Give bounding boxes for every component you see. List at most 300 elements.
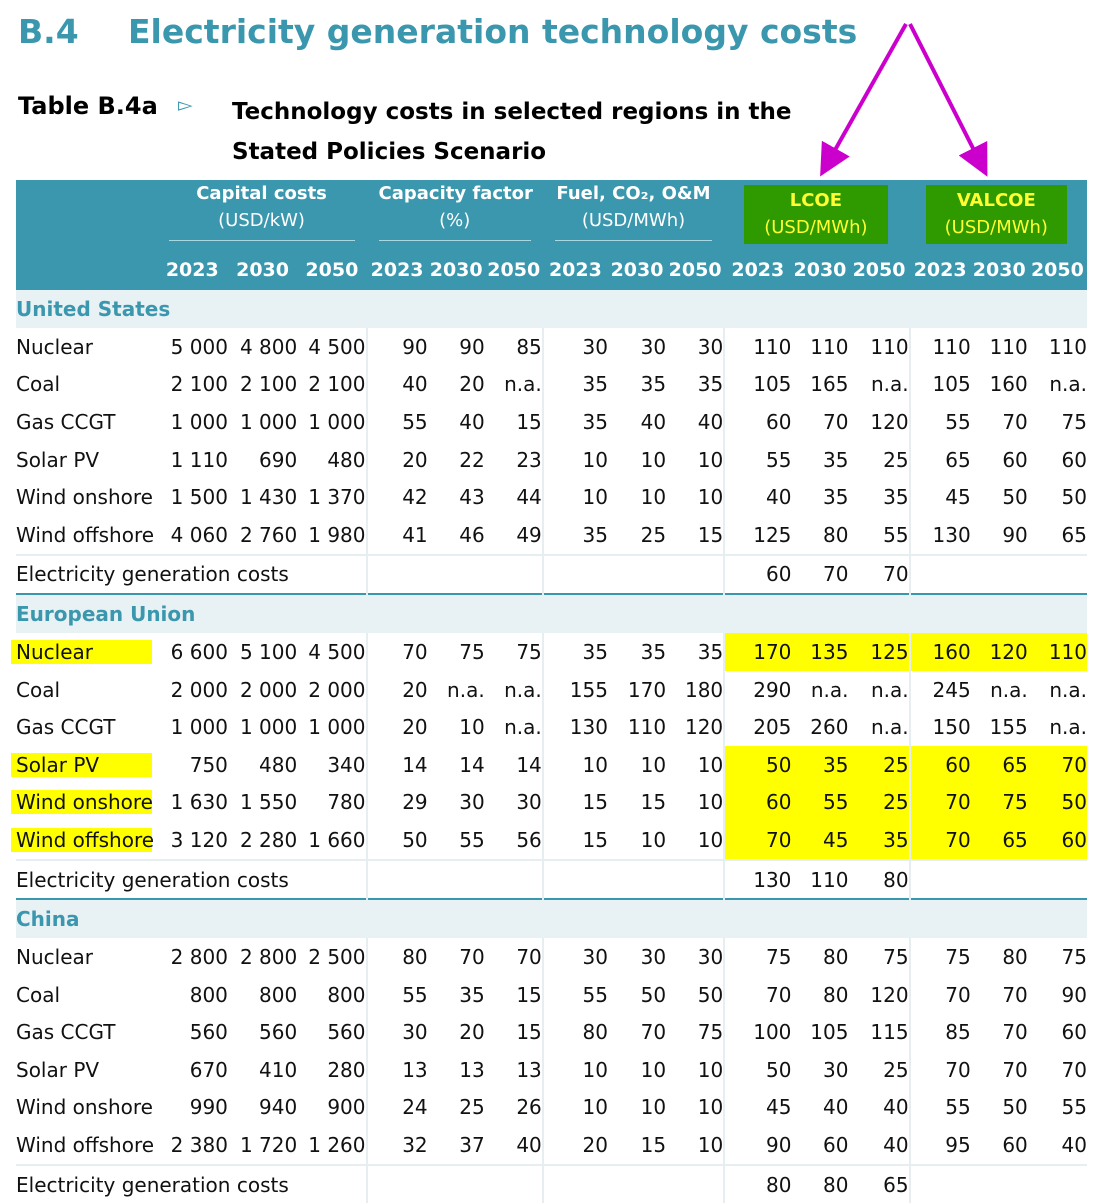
region-header-row [16,290,1087,328]
cell-cf: 13 [459,1057,485,1082]
cell-fuel: 10 [697,752,724,777]
table-title-line1: Technology costs in selected regions in the [232,99,792,125]
cell-fuel: 180 [684,677,724,702]
table-row [16,1126,1087,1165]
group-name: Capacity factor [378,183,533,204]
cell-lcoe: 35 [823,447,849,472]
cell-fuel: 50 [697,982,724,1007]
cell-capital: 1 000 [170,715,228,740]
cell-fuel: 170 [627,677,667,702]
cell-lcoe: 50 [724,1051,791,1089]
cell-cf: 90 [459,334,485,359]
cell-valcoe: 65 [910,441,971,479]
technology-label: Nuclear [16,945,93,970]
technology-label: Coal [16,372,61,397]
cell-lcoe: 290 [724,671,791,709]
cell-lcoe: 40 [883,1095,909,1120]
cell-capital: 1 500 [170,485,228,510]
cell-fuel: 30 [697,945,724,970]
cell-valcoe: n.a. [1049,677,1087,702]
header-corner [16,250,157,290]
cell-lcoe: n.a. [870,677,909,702]
cell-lcoe: 125 [848,633,909,671]
totals-row [16,860,1087,900]
cell-cf: 14 [516,752,542,777]
cell-capital: 800 [259,982,298,1007]
cell-valcoe: 70 [910,976,971,1014]
cell-lcoe: 110 [724,328,791,366]
group-name: Capital costs [196,183,327,204]
cell-cf: 15 [516,982,542,1007]
cell-fuel: 155 [543,671,608,709]
cell-fuel: 35 [697,372,724,397]
cell-valcoe: 160 [910,633,971,671]
cell-valcoe: 65 [971,821,1028,860]
cell-cf: 20 [459,372,485,397]
cell-valcoe: 60 [1002,447,1028,472]
cell-cf: 20 [367,708,428,746]
cell-fuel: 70 [640,1020,667,1045]
cell-lcoe: 100 [724,1014,791,1052]
technology-label: Solar PV [16,447,100,472]
totals-row [16,555,1087,595]
table-row [16,516,1087,555]
table-row [16,478,1087,516]
table-label: Table B.4a [18,92,158,120]
cell-lcoe: 55 [791,784,848,822]
highlighted-label: Nuclear [11,640,152,664]
year-header: 2050 [297,250,366,290]
cell-cf: 56 [516,827,542,852]
cell-lcoe: 35 [791,746,848,784]
cell-fuel: 80 [543,1014,608,1052]
cell-valcoe: 90 [1002,522,1028,547]
cell-capital: 1 980 [308,522,366,547]
empty-cell [910,1165,1087,1203]
group-header-capital [157,180,367,250]
table-row [16,671,1087,709]
cell-total-lcoe: 80 [848,860,909,900]
cell-capital: 750 [189,752,228,777]
cell-valcoe: 60 [1028,821,1087,860]
cell-total-lcoe: 80 [791,1165,848,1203]
group-name: VALCOE [956,190,1036,211]
cell-total-lcoe: 80 [724,1165,791,1203]
cell-valcoe: 160 [989,372,1028,397]
cell-cf: 24 [367,1089,428,1127]
cell-capital: 1 000 [239,409,298,434]
cell-cf: n.a. [504,715,542,740]
cell-fuel: 40 [640,409,667,434]
cell-lcoe: 35 [823,485,849,510]
cell-valcoe: 75 [1061,409,1087,434]
cell-fuel: 30 [640,945,667,970]
group-name: Fuel, CO₂, O&M [556,183,711,204]
cell-fuel: 10 [543,1089,608,1127]
cell-fuel: 10 [697,790,724,815]
empty-cell [367,555,543,595]
year-header: 2023 [724,250,791,290]
cell-fuel: 30 [640,334,667,359]
cell-capital: 1 630 [170,790,228,815]
cell-fuel: 35 [543,633,608,671]
cell-cf: 42 [367,478,428,516]
cell-cf: 26 [516,1095,542,1120]
cell-valcoe: 50 [1002,1095,1028,1120]
cell-cf: 40 [459,409,485,434]
triangle-right-icon: ▻ [178,94,193,116]
cell-valcoe: 45 [910,478,971,516]
table-row [16,366,1087,404]
cell-lcoe: 35 [848,821,909,860]
cell-cf: 14 [367,746,428,784]
technology-label [16,633,157,671]
year-header: 2030 [228,250,297,290]
cell-cf: 40 [516,1133,542,1158]
cell-capital: 1 550 [239,790,298,815]
cell-capital: 940 [259,1095,298,1120]
cell-lcoe: 25 [883,1057,909,1082]
region-name: China [16,899,1087,938]
section-number: B.4 [18,12,79,51]
cell-valcoe: 60 [910,746,971,784]
cell-lcoe: 205 [724,708,791,746]
cell-fuel: 10 [640,1095,667,1120]
cell-capital: 800 [327,982,366,1007]
technology-label: Nuclear [16,334,93,359]
cell-cf: 46 [459,522,485,547]
totals-label: Electricity generation costs [16,860,367,900]
cell-cf: 80 [367,938,428,976]
cell-lcoe: 70 [823,409,849,434]
arrow-to-valcoe-icon [910,24,982,166]
cell-valcoe: 120 [971,633,1028,671]
cell-cf: 90 [367,328,428,366]
cell-cf: 85 [516,334,542,359]
region-header-row [16,594,1087,633]
cell-capital: 990 [189,1095,228,1120]
cell-lcoe: 60 [724,784,791,822]
cell-valcoe: 70 [1002,1020,1028,1045]
cell-valcoe: 110 [989,334,1028,359]
cell-lcoe: 115 [870,1020,909,1045]
section-title: Electricity generation technology costs [128,12,858,51]
cell-lcoe: 50 [724,746,791,784]
cell-fuel: 10 [640,752,667,777]
cell-valcoe: n.a. [990,677,1028,702]
cell-lcoe: 25 [883,447,909,472]
arrow-to-lcoe-icon [826,24,906,166]
header-corner [16,180,157,250]
cell-fuel: 35 [697,639,724,664]
cell-valcoe: 70 [1002,1057,1028,1082]
cell-valcoe: 65 [1061,522,1087,547]
cell-lcoe: 45 [724,1089,791,1127]
cell-capital: 670 [189,1057,228,1082]
cell-fuel: 75 [697,1020,724,1045]
cell-cf: 44 [516,485,542,510]
cell-lcoe: 55 [724,441,791,479]
cell-capital: 1 370 [308,485,366,510]
cell-fuel: 35 [640,639,667,664]
cell-capital: 560 [189,1020,228,1045]
cell-valcoe: 95 [910,1126,971,1165]
cell-capital: 2 280 [239,827,298,852]
cell-fuel: 30 [543,328,608,366]
cell-fuel: 10 [697,827,724,852]
cell-total-lcoe: 70 [848,555,909,595]
year-header: 2023 [543,250,608,290]
cell-fuel: 120 [684,715,724,740]
cell-fuel: 10 [697,1057,724,1082]
cell-cf: 70 [367,633,428,671]
cell-valcoe: 55 [1061,1095,1087,1120]
cell-capital: 4 500 [308,639,366,664]
cell-valcoe: 70 [1028,746,1087,784]
cell-capital: 900 [327,1095,366,1120]
cell-cf: 25 [459,1095,485,1120]
empty-cell [543,860,724,900]
empty-cell [367,1165,543,1203]
cell-cf: 10 [459,715,485,740]
cell-lcoe: 70 [724,821,791,860]
totals-label: Electricity generation costs [16,1165,367,1203]
cell-valcoe: 50 [1002,485,1028,510]
cell-valcoe: 245 [910,671,971,709]
technology-label: Coal [16,677,61,702]
cell-lcoe: 80 [823,522,849,547]
table-row [16,1089,1087,1127]
group-unit: (USD/MWh) [944,217,1048,238]
highlighted-label: Solar PV [11,753,152,777]
cell-capital: 2 000 [239,677,298,702]
technology-costs-table [16,180,1087,1203]
cell-fuel: 35 [543,516,608,555]
cell-valcoe: 50 [1028,784,1087,822]
cell-lcoe: 120 [870,409,909,434]
cell-valcoe: 50 [1061,485,1087,510]
table-row [16,708,1087,746]
group-unit: (USD/kW) [218,210,305,231]
year-header: 2050 [666,250,724,290]
cell-lcoe: 25 [848,784,909,822]
empty-cell [910,555,1087,595]
cell-valcoe: 60 [1061,447,1087,472]
cell-capital: 1 720 [239,1133,298,1158]
cell-valcoe: 130 [910,516,971,555]
cell-valcoe: 75 [910,938,971,976]
cell-capital: 800 [189,982,228,1007]
highlighted-label: Wind offshore [11,828,152,852]
cell-fuel: 10 [640,827,667,852]
cell-lcoe: 80 [823,982,849,1007]
cell-valcoe: 80 [1002,945,1028,970]
cell-valcoe: 105 [910,366,971,404]
table-row [16,746,1087,784]
cell-capital: 2 100 [308,372,366,397]
group-header-capacity-factor [367,180,543,250]
cell-capital: 780 [327,790,366,815]
header-groups-row [16,180,1087,250]
cell-lcoe: 75 [724,938,791,976]
group-header-valcoe [910,180,1087,250]
cell-capital: 4 500 [308,334,366,359]
cell-fuel: 35 [543,366,608,404]
cell-capital: 2 800 [239,945,298,970]
cell-lcoe: 170 [724,633,791,671]
year-header: 2050 [1028,250,1087,290]
technology-label: Coal [16,982,61,1007]
cell-capital: 2 500 [308,945,366,970]
cell-lcoe: 165 [810,372,849,397]
cell-valcoe: 70 [910,821,971,860]
cell-valcoe: 155 [989,715,1028,740]
cell-valcoe: 110 [1028,633,1087,671]
cell-capital: 560 [259,1020,298,1045]
totals-label: Electricity generation costs [16,555,367,595]
cell-total-lcoe: 65 [848,1165,909,1203]
cell-capital: 280 [327,1057,366,1082]
region-name: European Union [16,594,1087,633]
cell-fuel: 15 [543,821,608,860]
cell-capital: 410 [259,1057,298,1082]
cell-capital: 480 [327,447,366,472]
header-years-row [16,250,1087,290]
cell-lcoe: n.a. [870,715,909,740]
cell-cf: 30 [367,1014,428,1052]
cell-capital: 2 800 [170,945,228,970]
cell-lcoe: 125 [724,516,791,555]
cell-cf: 75 [459,639,485,664]
cell-fuel: 40 [697,409,724,434]
cell-valcoe: 90 [1061,982,1087,1007]
cell-lcoe: 60 [724,403,791,441]
cell-fuel: 55 [543,976,608,1014]
group-name: LCOE [789,190,843,211]
empty-cell [910,860,1087,900]
table-row [16,821,1087,860]
technology-label: Gas CCGT [16,715,116,740]
cell-fuel: 15 [543,784,608,822]
cell-valcoe: 70 [910,1051,971,1089]
cell-fuel: 10 [697,1133,724,1158]
cell-lcoe: 120 [870,982,909,1007]
technology-label: Wind offshore [16,1133,155,1158]
cell-cf: 70 [516,945,542,970]
cell-capital: 560 [327,1020,366,1045]
cell-cf: n.a. [504,372,542,397]
cell-fuel: 10 [543,1051,608,1089]
cell-capital: 1 000 [308,715,366,740]
cell-total-lcoe: 60 [724,555,791,595]
cell-lcoe: 260 [810,715,849,740]
cell-fuel: 35 [640,372,667,397]
cell-fuel: 15 [640,790,667,815]
cell-lcoe: 70 [724,976,791,1014]
table-row [16,1014,1087,1052]
cell-cf: 32 [367,1126,428,1165]
year-header: 2050 [848,250,909,290]
cell-lcoe: 40 [823,1095,849,1120]
cell-cf: 30 [516,790,542,815]
cell-fuel: 30 [697,334,724,359]
technology-label: Solar PV [16,1057,100,1082]
cell-valcoe: 70 [1002,409,1028,434]
cell-lcoe: 80 [823,945,849,970]
group-unit: (USD/MWh) [581,210,686,231]
cell-fuel: 30 [543,938,608,976]
region-header-row [16,899,1087,938]
cell-cf: 15 [516,1020,542,1045]
cell-capital: 2 760 [239,522,298,547]
cell-valcoe: 60 [1002,1133,1028,1158]
cell-valcoe: 110 [1048,334,1087,359]
cell-capital: 1 000 [170,409,228,434]
annotation-arrows [0,0,1109,190]
technology-label [16,746,157,784]
region-name: United States [16,290,1087,328]
cell-cf: 70 [459,945,485,970]
cell-fuel: 10 [543,478,608,516]
year-header: 2030 [791,250,848,290]
cell-capital: 5 100 [239,639,298,664]
cell-fuel: 50 [640,982,667,1007]
cell-fuel: 10 [543,441,608,479]
cell-capital: 1 110 [170,447,228,472]
technology-label [16,784,157,822]
cell-capital: 690 [259,447,298,472]
technology-label: Gas CCGT [16,409,116,434]
table-row [16,403,1087,441]
table-row [16,441,1087,479]
cell-fuel: 130 [543,708,608,746]
cell-cf: 22 [459,447,485,472]
cell-cf: 30 [459,790,485,815]
empty-cell [543,555,724,595]
cell-cf: 20 [459,1020,485,1045]
cell-fuel: 10 [697,1095,724,1120]
cell-lcoe: 55 [883,522,909,547]
cell-lcoe: n.a. [810,677,849,702]
cell-valcoe: 65 [971,746,1028,784]
cell-fuel: 110 [627,715,667,740]
cell-cf: 75 [516,639,542,664]
cell-valcoe: n.a. [1049,715,1087,740]
cell-cf: 20 [367,671,428,709]
cell-capital: 4 800 [239,334,298,359]
cell-valcoe: 110 [910,328,971,366]
year-header: 2030 [428,250,485,290]
cell-valcoe: 70 [1061,1057,1087,1082]
cell-cf: 35 [459,982,485,1007]
cell-capital: 1 260 [308,1133,366,1158]
cell-cf: 50 [367,821,428,860]
cell-capital: 5 000 [170,334,228,359]
cell-cf: 13 [367,1051,428,1089]
cell-fuel: 10 [697,485,724,510]
cell-valcoe: 55 [910,1089,971,1127]
cell-lcoe: 40 [724,478,791,516]
cell-capital: 2 380 [170,1133,228,1158]
cell-lcoe: 45 [791,821,848,860]
table-title-line2: Stated Policies Scenario [232,139,547,165]
cell-cf: 23 [516,447,542,472]
cell-fuel: 10 [697,447,724,472]
cell-capital: 2 000 [308,677,366,702]
technology-label: Wind offshore [16,522,155,547]
table-row [16,633,1087,671]
year-header: 2030 [971,250,1028,290]
